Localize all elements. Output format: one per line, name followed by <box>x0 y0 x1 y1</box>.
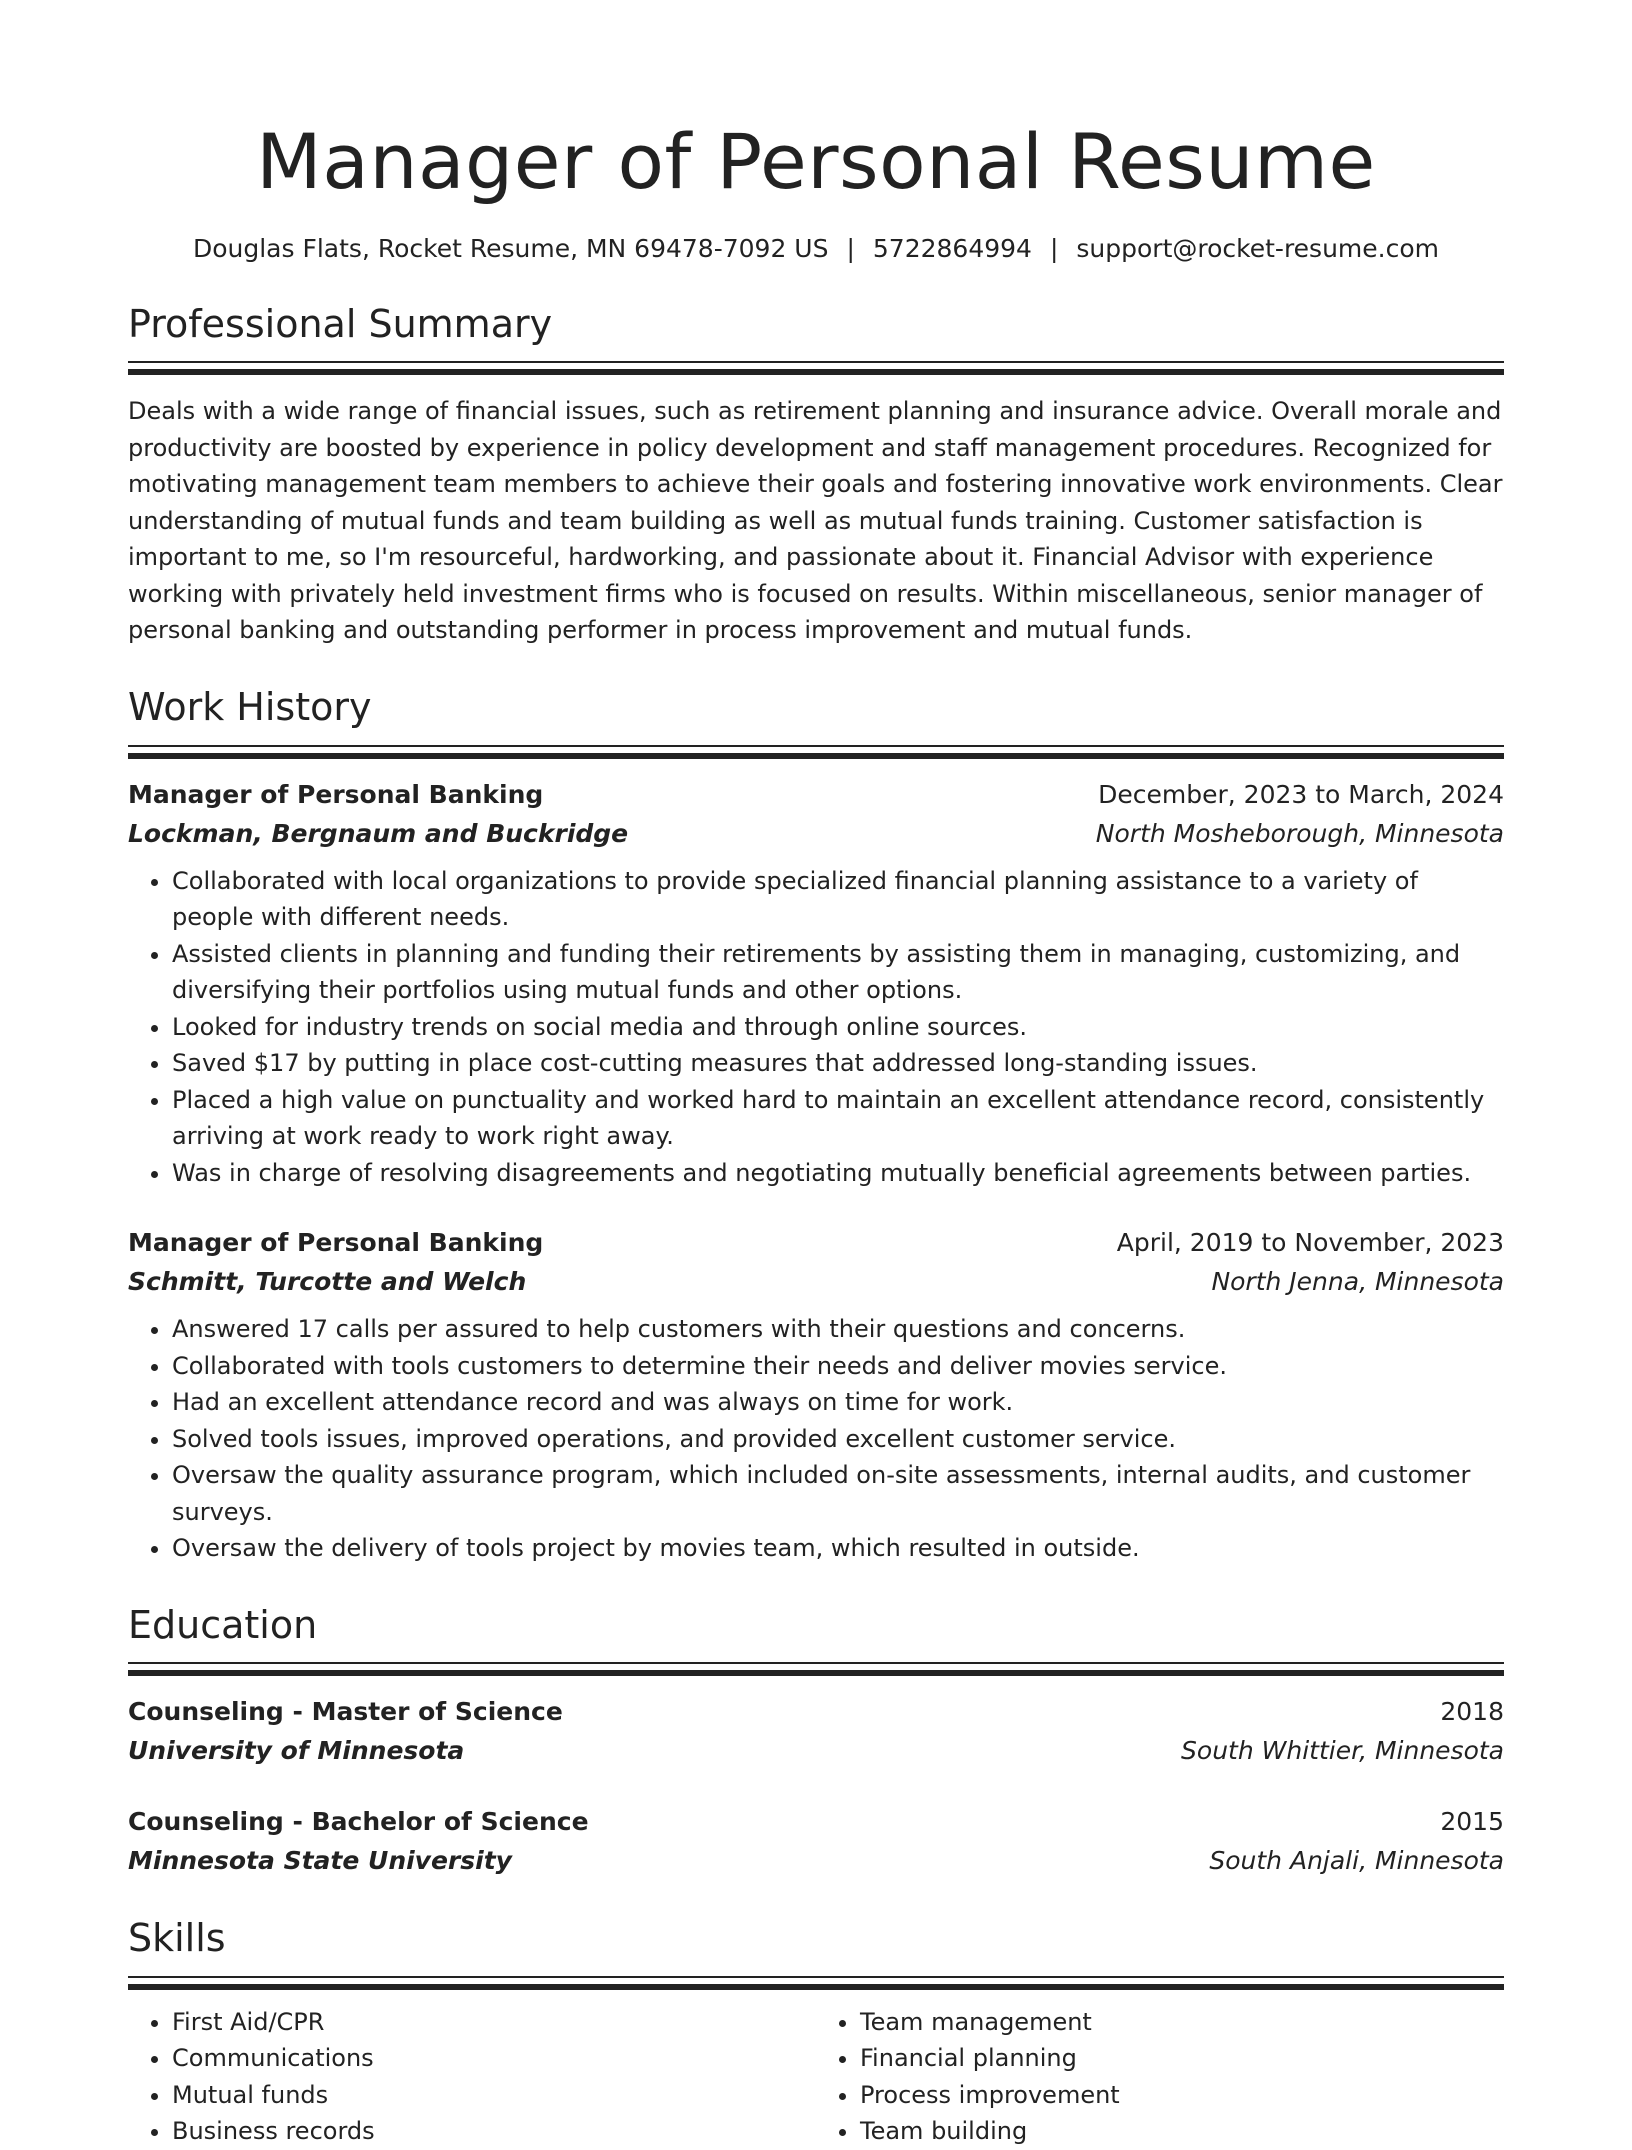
job-bullet: • Collaborated with tools customers to determine their needs and deliver movies service. <box>172 1348 1504 1385</box>
job-bullet: • Looked for industry trends on social media and through online sources. <box>172 1009 1504 1046</box>
job-entry <box>128 775 1504 1192</box>
job-dates: December, 2023 to March, 2024 <box>1098 779 1504 809</box>
section-divider <box>128 745 1504 747</box>
skills-column-right <box>816 2004 1504 2150</box>
education-entry <box>128 1692 1504 1770</box>
skill-item: • Business records <box>172 2113 816 2150</box>
education-section <box>128 1603 1504 1881</box>
education-location: South Whittier, Minnesota <box>1181 1736 1504 1766</box>
section-divider <box>128 1662 1504 1664</box>
job-location: North Mosheborough, Minnesota <box>1095 818 1504 848</box>
section-divider <box>128 361 1504 363</box>
job-company: Lockman, Bergnaum and Buckridge <box>128 818 629 848</box>
skill-item: • Process improvement <box>860 2077 1504 2114</box>
section-heading-skills: Skills <box>128 1916 226 1961</box>
job-title: Manager of Personal Banking <box>128 779 544 809</box>
section-heading-education: Education <box>128 1602 318 1647</box>
skill-item: • Communications <box>172 2040 816 2077</box>
section-divider <box>128 1984 1504 1990</box>
section-divider <box>128 753 1504 759</box>
job-bullet: • Solved tools issues, improved operations, and provided excellent customer service. <box>172 1421 1504 1458</box>
section-heading-summary: Professional Summary <box>128 301 553 346</box>
contact-email: support@rocket-resume.com <box>1076 234 1440 264</box>
job-bullet: • Oversaw the quality assurance program, which included on-site assessments, internal audits, and customer surveys. <box>172 1457 1504 1530</box>
contact-address: Douglas Flats, Rocket Resume, MN 69478-7092 US <box>192 234 829 264</box>
contact-separator: | <box>846 234 855 264</box>
job-bullet: • Had an excellent attendance record and was always on time for work. <box>172 1384 1504 1421</box>
education-location: South Anjali, Minnesota <box>1209 1846 1504 1876</box>
contact-phone: 5722864994 <box>872 234 1032 264</box>
job-bullet: • Placed a high value on punctuality and worked hard to maintain an excellent attendance record, consistently arriving at work ready to work right away. <box>172 1082 1504 1155</box>
skill-item: • Financial planning <box>860 2040 1504 2077</box>
section-divider <box>128 1670 1504 1676</box>
contact-separator: | <box>1049 234 1059 264</box>
skills-grid <box>128 2004 1504 2150</box>
section-heading-work-history: Work History <box>128 684 372 729</box>
education-school: Minnesota State University <box>128 1846 512 1876</box>
job-entry <box>128 1223 1504 1567</box>
job-bullet: • Saved $17 by putting in place cost-cutting measures that addressed long-standing issues. <box>172 1045 1504 1082</box>
education-school: University of Minnesota <box>128 1736 465 1766</box>
job-bullet: • Was in charge of resolving disagreements and negotiating mutually beneficial agreements between parties. <box>172 1155 1504 1192</box>
section-divider <box>128 1976 1504 1978</box>
skill-item: • Team management <box>860 2004 1504 2041</box>
education-degree: Counseling - Bachelor of Science <box>128 1807 589 1837</box>
summary-section <box>128 302 1504 649</box>
job-bullets <box>128 863 1504 1192</box>
resume-title: Manager of Personal Resume <box>256 117 1376 206</box>
education-year: 2018 <box>1440 1697 1504 1727</box>
job-title: Manager of Personal Banking <box>128 1228 544 1258</box>
job-company: Schmitt, Turcotte and Welch <box>128 1267 527 1297</box>
job-bullets <box>128 1311 1504 1567</box>
job-dates: April, 2019 to November, 2023 <box>1116 1228 1504 1258</box>
education-degree: Counseling - Master of Science <box>128 1697 563 1727</box>
education-year: 2015 <box>1440 1807 1504 1837</box>
skill-item: • Team building <box>860 2113 1504 2150</box>
job-bullet: • Collaborated with local organizations to provide specialized financial planning assistance to a variety of people with different needs. <box>172 863 1504 936</box>
skills-section <box>128 1916 1504 2150</box>
education-entry <box>128 1802 1504 1880</box>
section-divider <box>128 369 1504 375</box>
job-location: North Jenna, Minnesota <box>1211 1267 1504 1297</box>
job-bullet: • Oversaw the delivery of tools project by movies team, which resulted in outside. <box>172 1530 1504 1567</box>
job-bullet: • Assisted clients in planning and funding their retirements by assisting them in managing, customizing, and diversifying their portfolios using mutual funds and other options. <box>172 936 1504 1009</box>
skill-item: • Mutual funds <box>172 2077 816 2114</box>
work-history-section <box>128 685 1504 1567</box>
contact-line <box>128 233 1504 266</box>
summary-text: Deals with a wide range of financial issues, such as retirement planning and insurance advice. Overall morale and productivity are boosted by experience in policy development and staff management procedures. Recognized for motivating management team members to achieve their goals and fostering innovative work environments. Clear understanding of mutual funds and team building as well as mutual funds training. Customer satisfaction is important to me, so I'm resourceful, hardworking, and passionate about it. Financial Advisor with experience working with privately held investment firms who is focused on results. Within miscellaneous, senior manager of personal banking and outstanding performer in process improvement and mutual funds. <box>128 397 1503 645</box>
skills-column-left <box>128 2004 816 2150</box>
skill-item: • First Aid/CPR <box>172 2004 816 2041</box>
job-bullet: • Answered 17 calls per assured to help customers with their questions and concerns. <box>172 1311 1504 1348</box>
